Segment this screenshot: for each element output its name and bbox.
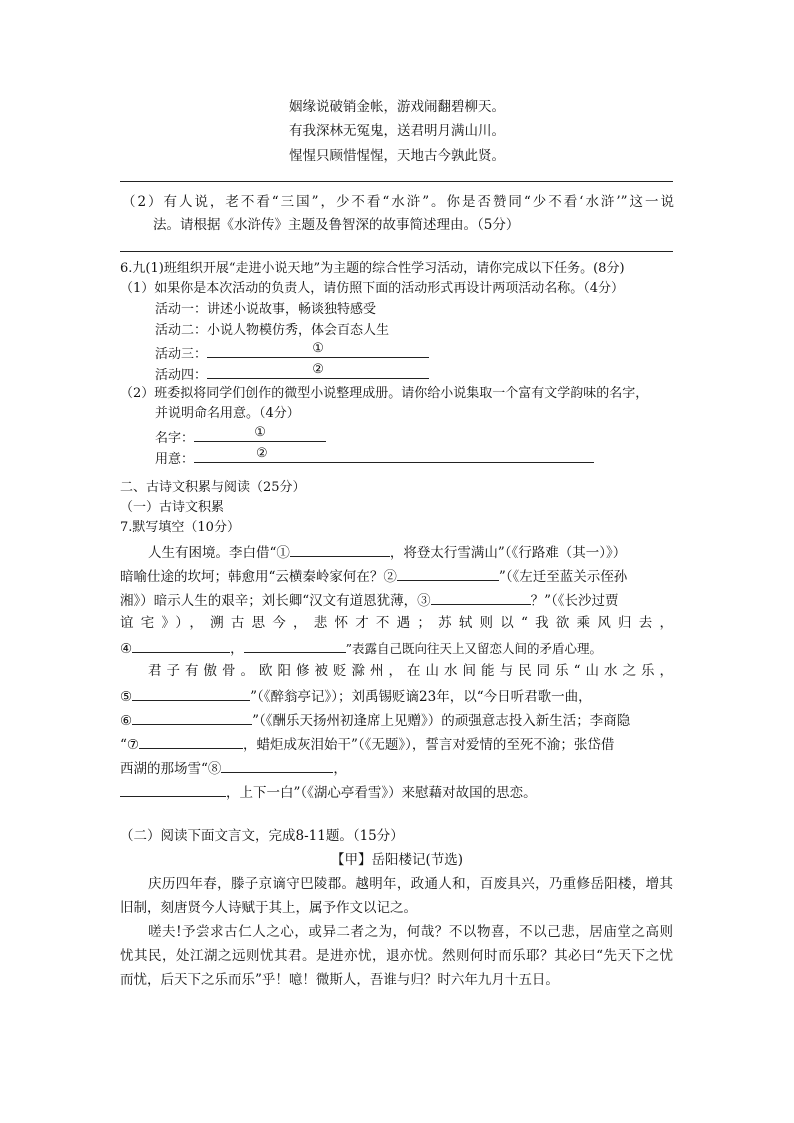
blank-marker: ① bbox=[254, 425, 266, 440]
purpose-row bbox=[155, 447, 594, 470]
text: 西湖的那场雪“⑧ bbox=[120, 761, 222, 777]
text: ， bbox=[230, 641, 244, 657]
text: ，蜡炬成灰泪始干”（《无题》），誓言对爱情的至死不渝；张岱借 bbox=[243, 737, 615, 753]
blank-6[interactable] bbox=[132, 709, 252, 725]
purpose-blank[interactable] bbox=[194, 447, 594, 463]
q7-p1-line-1 bbox=[148, 541, 626, 563]
q7-p2-line-5 bbox=[120, 757, 347, 779]
activity-3-blank[interactable] bbox=[207, 342, 429, 358]
text: ”表露自己既向往天上又留恋人间的矛盾心理。 bbox=[345, 641, 603, 656]
text: ，上下一白”（《湖心亭看雪》）来慰藉对故国的思恋。 bbox=[226, 785, 537, 801]
text: 人生有困境。李白借“① bbox=[148, 545, 290, 561]
poem-line-2: 有我深林无冤鬼，送君明月满山川。 bbox=[289, 123, 505, 139]
blank-marker: ② bbox=[312, 362, 324, 377]
reading-intro: （二）阅读下面文言文，完成8-11题。（15分） bbox=[120, 828, 404, 844]
activity-4-label: 活动四： bbox=[155, 368, 208, 383]
activity-1: 活动一：讲述小说故事，畅谈独特感受 bbox=[155, 302, 377, 317]
passage-title: 【甲】岳阳楼记(节选) bbox=[330, 852, 464, 868]
q7-p2-line-1: 君子有傲骨。欧阳修被贬滁州，在山水间能与民同乐“山水之乐， bbox=[148, 663, 673, 679]
passage-p1-line-1: 庆历四年春，滕子京谪守巴陵郡。越明年，政通人和，百废具兴，乃重修岳阳楼，增其 bbox=[148, 876, 673, 892]
q7-p2-line-4 bbox=[120, 733, 614, 755]
text: “⑦ bbox=[120, 737, 140, 753]
question-5-2-line-1: （2）有人说，老不看“三国”，少不看“水浒”。你是否赞同“少不看‘水浒’”这一说 bbox=[122, 194, 674, 210]
q7-p1-line-3 bbox=[120, 589, 619, 611]
answer-line bbox=[120, 251, 673, 252]
blank-4a[interactable] bbox=[132, 637, 230, 653]
activity-3-label: 活动三： bbox=[155, 347, 208, 362]
blank-8a[interactable] bbox=[221, 757, 333, 773]
purpose-label: 用意： bbox=[155, 452, 195, 467]
q7-p2-line-2 bbox=[120, 685, 592, 707]
text: 暗喻仕途的坎坷；韩愈用“云横秦岭家何在？② bbox=[120, 569, 397, 585]
poem-line-3: 惺惺只顾惜惺惺，天地古今孰此贤。 bbox=[289, 148, 505, 164]
passage-p2-line-2: 忧其民，处江湖之远则忧其君。是进亦忧，退亦忧。然则何时而乐耶？其必曰“先天下之忧 bbox=[120, 948, 673, 964]
q7-p2-line-3 bbox=[120, 709, 630, 731]
text: ，将登太行雪满山”（《行路难（其一）》） bbox=[389, 545, 627, 561]
text: ④ bbox=[120, 641, 133, 657]
text: ⑥ bbox=[120, 713, 133, 729]
section-2-title: 二、古诗文积累与阅读（25分） bbox=[120, 480, 306, 495]
blank-2[interactable] bbox=[397, 565, 499, 581]
blank-7[interactable] bbox=[139, 733, 243, 749]
question-6-2-line-2: 并说明命名用意。（4分） bbox=[155, 406, 300, 421]
text: ”（《醉翁亭记》）；刘禹锡贬谪23年，以“今日听君歌一曲， bbox=[250, 689, 592, 705]
section-2-part-1: （一）古诗文积累 bbox=[120, 500, 225, 515]
question-6-1: （1）如果你是本次活动的负责人，请仿照下面的活动形式再设计两项活动名称。（4分） bbox=[120, 281, 625, 296]
q7-p1-line-4: 谊宅》），溯古思今，悲怀才不遇；苏轼则以“我欲乘风归去， bbox=[120, 615, 673, 631]
text: ， bbox=[333, 761, 347, 777]
poem-line-1: 姻缘说破销金帐，游戏闹翻碧柳天。 bbox=[289, 99, 505, 115]
blank-1[interactable] bbox=[290, 541, 390, 557]
answer-line bbox=[120, 181, 673, 182]
name-label: 名字： bbox=[155, 431, 195, 446]
blank-marker: ① bbox=[312, 341, 324, 356]
passage-p1-line-2: 旧制，刻唐贤今人诗赋于其上，属予作文以记之。 bbox=[120, 900, 417, 916]
passage-p2-line-3: 而忧，后天下之乐而乐”乎！噫！微斯人，吾谁与归？时六年九月十五日。 bbox=[120, 972, 559, 988]
activity-2: 活动二：小说人物模仿秀，体会百态人生 bbox=[155, 323, 390, 338]
activity-4-blank[interactable] bbox=[207, 363, 429, 379]
blank-3[interactable] bbox=[431, 589, 531, 605]
q7-p2-line-6 bbox=[120, 781, 537, 803]
text: 湘》）暗示人生的艰辛；刘长卿“汉文有道恩犹薄，③ bbox=[120, 593, 431, 609]
question-6-heading: 6.九(1)班组织开展“走进小说天地”为主题的综合性学习活动，请你完成以下任务。(8分) bbox=[120, 261, 625, 276]
q7-p1-line-2 bbox=[120, 565, 627, 587]
text: ”（《左迁至蓝关示侄孙 bbox=[498, 569, 628, 585]
blank-8b[interactable] bbox=[120, 781, 226, 797]
text: ？”（《长沙过贾 bbox=[530, 593, 619, 609]
passage-p2-line-1: 嗟夫!予尝求古仁人之心，或异二者之为，何哉？不以物喜，不以己悲，居庙堂之高则 bbox=[148, 924, 673, 940]
blank-4b[interactable] bbox=[244, 637, 346, 653]
name-row bbox=[155, 426, 326, 449]
question-5-2-line-2: 法。请根据《水浒传》主题及鲁智深的故事简述理由。（5分） bbox=[153, 217, 520, 233]
blank-5[interactable] bbox=[132, 685, 250, 701]
question-6-2-line-1: （2）班委拟将同学们创作的微型小说整理成册。请你给小说集取一个富有文学韵味的名字， bbox=[120, 386, 649, 401]
q7-p1-line-5 bbox=[120, 637, 602, 659]
text: ⑤ bbox=[120, 689, 133, 705]
name-blank[interactable] bbox=[194, 426, 326, 442]
text: ”（《酬乐天扬州初逢席上见赠》）的顽强意志投入新生活；李商隐 bbox=[252, 713, 631, 729]
activity-4 bbox=[155, 363, 429, 386]
blank-marker: ② bbox=[256, 446, 268, 461]
question-7-heading: 7.默写填空（10分） bbox=[120, 520, 240, 535]
